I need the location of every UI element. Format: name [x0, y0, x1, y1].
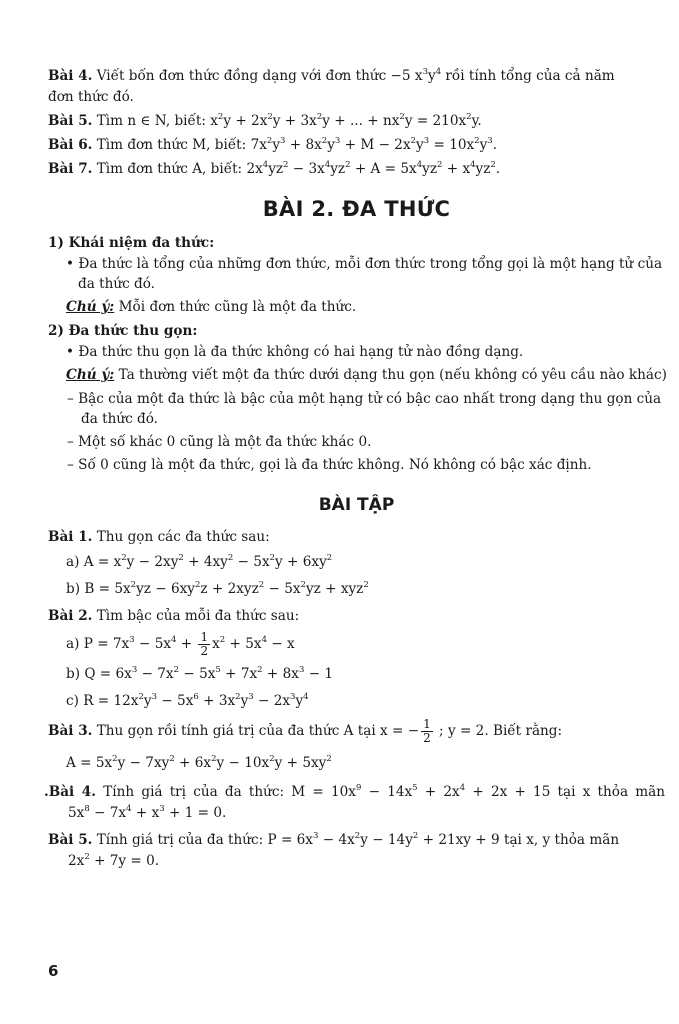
exercise-2c: c) $R = 12x^2y^3 - 5x^6 + 3x^2y^3 - 2x^3y^4$ — [66, 692, 309, 709]
exercise-1a: a) $A = x^2y - 2xy^2 + 4xy^2 - 5x^2y + 6xy^2$ — [66, 553, 333, 570]
exercise-4: .Bài 4. Tính giá trị của đa thức: $M = 10x^9 - 14x^5 + 2x^4 + 2x + 15$ tại x thỏa mãn — [44, 783, 666, 800]
math-expression: $x^2y + 2x^2y + 3x^2y$ + ... + $nx^2y = 210x^2y$. — [210, 112, 482, 129]
fraction: $\frac{1}{2}$ — [423, 717, 431, 745]
theory-note: Chú ý: Ta thường viết một đa thức dưới dạng thu gọn (nếu không có yêu cầu nào khác) — [66, 367, 667, 383]
exercise-label: Bài 5. — [48, 113, 93, 129]
page-number: 6 — [48, 962, 59, 980]
exercise-5: Bài 5. Tính giá trị của đa thức: $P = 6x^3 - 4x^2y - 14y^2 + 21xy + 9$ tại x, y thỏa mãn — [48, 831, 620, 848]
exercise-2: Bài 2. Tìm bậc của mỗi đa thức sau: — [48, 608, 300, 624]
theory-note: Chú ý: Mỗi đơn thức cũng là một đa thức. — [66, 299, 357, 315]
exercise-1b: b) $B = 5x^2yz - 6xy^2z + 2xyz^2 - 5x^2yz + xyz^2$ — [66, 580, 369, 597]
math-expression: $7x^2y^3 + 8x^2y^3 + M - 2x^2y^3 = 10x^2y^3$. — [250, 136, 498, 153]
exercise-label: Bài 4. — [48, 68, 93, 84]
exercise-bai4-top: Bài 4. Viết bốn đơn thức đồng dạng với đơn thức −5 $x^3y^4$ rồi tính tổng của cả năm — [48, 67, 615, 84]
section-title: BÀI 2. ĐA THỨC — [262, 197, 451, 221]
theory-dash-item: – Số 0 cũng là một đa thức, gọi là đa thức không. Nó không có bậc xác định. — [67, 457, 592, 473]
theory-dash-item: – Bậc của một đa thức là bậc của một hạng tử có bậc cao nhất trong dạng thu gọn của đa thức đó. — [67, 391, 662, 427]
exercises-title: BÀI TẬP — [318, 495, 395, 515]
exercise-2a: a) $P = 7x^3 - 5x^4$ + $\frac{1}{2}$ $x^2 + 5x^4 - x$ — [66, 630, 295, 658]
exercise-label: Bài 6. — [48, 137, 93, 153]
exercise-3: Bài 3. Thu gọn rồi tính giá trị của đa thức A tại x = − $\frac{1}{2}$ ; y = 2. Biết rằng: — [48, 717, 563, 745]
exercise-bai7-top: Bài 7. Tìm đơn thức A, biết: $2x^4yz^2 - 3x^4yz^2 + A = 5x^4yz^2 + x^4yz^2$. — [48, 160, 501, 177]
exercise-bai4-line2: đơn thức đó. — [48, 89, 134, 105]
theory-dash-item: – Một số khác 0 cũng là một đa thức khác 0. — [67, 434, 372, 450]
exercise-3-poly: $A = 5x^2y - 7xy^2 + 6x^2y - 10x^2y + 5xy^2$ — [66, 754, 332, 771]
exercise-bai6-top: Bài 6. Tìm đơn thức M, biết: $7x^2y^3 + 8x^2y^3 + M - 2x^2y^3 = 10x^2y^3$. — [48, 136, 498, 153]
fraction: $\frac{1}{2}$ — [200, 630, 209, 658]
theory-bullet: • Đa thức thu gọn là đa thức không có hai hạng tử nào đồng dạng. — [66, 344, 524, 360]
exercise-5-condition: $2x^2 + 7y = 0$. — [68, 852, 160, 869]
exercise-2b: b) $Q = 6x^3 - 7x^2 - 5x^5 + 7x^2 + 8x^3 - 1$ — [66, 665, 334, 682]
theory-heading-2: 2) Đa thức thu gọn: — [48, 323, 198, 339]
exercise-label: Bài 7. — [48, 161, 93, 177]
exercise-bai5-top: Bài 5. Tìm n ∈ N, biết: $x^2y + 2x^2y + 3x^2y$ + ... + $nx^2y = 210x^2y$. — [48, 112, 482, 129]
theory-bullet: • Đa thức là tổng của những đơn thức, mỗi đơn thức trong tổng gọi là một hạng tử của đa thức đó. — [66, 256, 663, 292]
exercise-1: Bài 1. Thu gọn các đa thức sau: — [48, 529, 270, 545]
exercise-4-condition: $5x^8 - 7x^4 + x^3 + 1 = 0$. — [68, 804, 227, 821]
math-expression: $2x^4yz^2 - 3x^4yz^2 + A = 5x^4yz^2 + x^4yz^2$. — [246, 160, 501, 177]
theory-heading-1: 1) Khái niệm đa thức: — [48, 235, 215, 251]
